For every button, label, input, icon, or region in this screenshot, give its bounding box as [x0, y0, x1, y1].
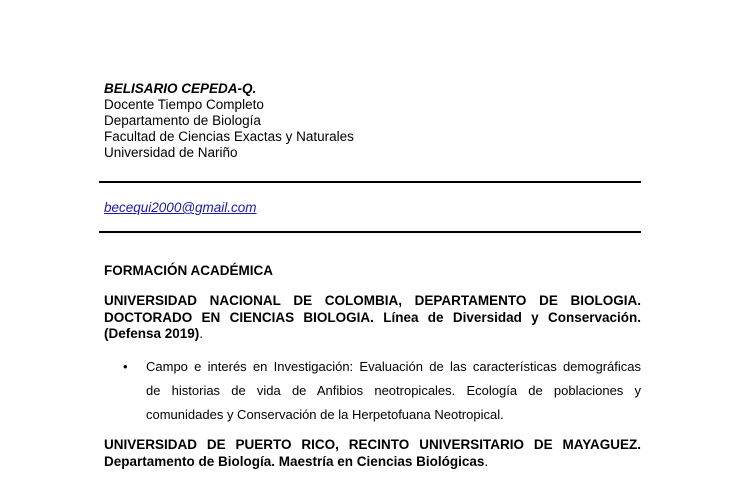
header-block — [104, 81, 354, 161]
education-1-line-2: DOCTORADO EN CIENCIAS BIOLOGIA. Línea de Diversidad y Conservación. — [104, 309, 641, 325]
author-name: BELISARIO CEPEDA-Q. — [104, 81, 257, 96]
header-line-faculty: Facultad de Ciencias Exactas y Naturales — [104, 129, 354, 144]
education-2-line-2: Departamento de Biología. Maestría en Ciencias Biológicas. — [104, 453, 489, 469]
education-2-line-1: UNIVERSIDAD DE PUERTO RICO, RECINTO UNIVERSITARIO DE MAYAGUEZ. — [104, 437, 641, 452]
section-title: FORMACIÓN ACADÉMICA — [104, 263, 273, 278]
email-link[interactable]: becequi2000@gmail.com — [104, 200, 257, 215]
education-entry-2 — [104, 437, 641, 470]
header-line-department: Departamento de Biología — [104, 113, 261, 128]
divider-top — [99, 181, 641, 183]
bullet-icon: • — [123, 359, 128, 374]
bullet-line-1: Campo e interés en Investigación: Evaluación de las características demográficas — [146, 359, 641, 374]
education-1-line-1: UNIVERSIDAD NACIONAL DE COLOMBIA, DEPARTAMENTO DE BIOLOGIA. — [104, 293, 641, 308]
header-line-position: Docente Tiempo Completo — [104, 97, 264, 112]
divider-bottom — [99, 231, 641, 233]
education-entry-1 — [104, 293, 641, 343]
bullet-line-2: de historias de vida de Anfibios neotropicales. Ecología de poblaciones y — [146, 383, 641, 398]
bullet-line-3: comunidades y Conservación de la Herpetofuana Neotropical. — [146, 407, 504, 422]
header-line-university: Universidad de Nariño — [104, 145, 238, 160]
education-1-line-3: (Defensa 2019). — [104, 326, 204, 341]
